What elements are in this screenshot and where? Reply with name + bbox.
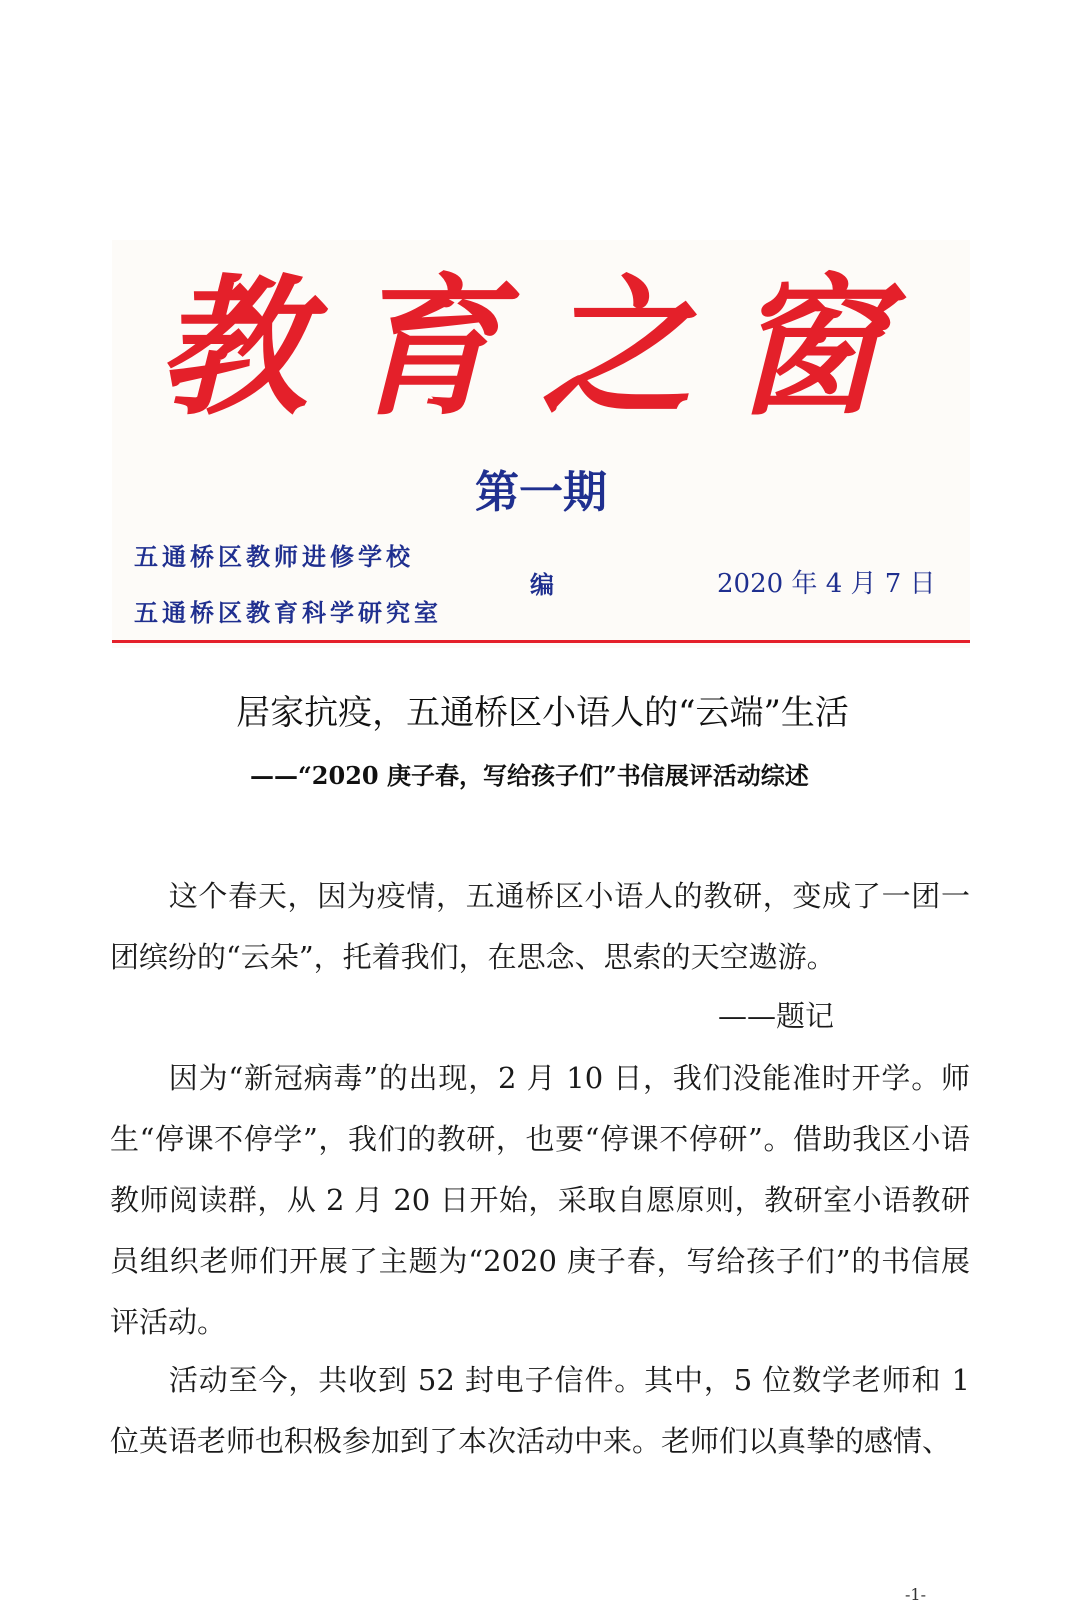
epigraph-sign: ——题记 (718, 999, 835, 1033)
issue-number: 第一期 (475, 467, 607, 518)
issue-date: 2020 年 4 月 7 日 (717, 569, 936, 599)
article-subtitle: ——“2020 庚子春，写给孩子们”书信展评活动综述 (250, 761, 809, 790)
organization-2: 五通桥区教育科学研究室 (134, 599, 442, 627)
epigraph (110, 866, 970, 988)
organization-1: 五通桥区教师进修学校 (134, 543, 414, 571)
paragraph-1-text: 因为“新冠病毒”的出现，2 月 10 日，我们没能准时开学。师生“停课不停学”，我们的教研，也要“停课不停研”。借助我区小语教师阅读群，从 2 月 20 日开始，采取自愿原则，教研室小语教研员组织老师们开展了主题为“2020 庚子春，写给孩子们”的书信展评活动。 (110, 1061, 970, 1339)
edited-by: 编 (530, 571, 554, 599)
page-number: -1- (905, 1585, 926, 1604)
paragraph-2 (110, 1350, 970, 1472)
masthead (112, 240, 970, 648)
paragraph-2-text: 活动至今，共收到 52 封电子信件。其中，5 位数学老师和 1 位英语老师也积极参加到了本次活动中来。老师们以真挚的感情、 (110, 1363, 970, 1458)
masthead-divider (112, 640, 970, 643)
masthead-title: 教育之窗 (156, 260, 925, 436)
article-title: 居家抗疫，五通桥区小语人的“云端”生活 (236, 693, 849, 733)
epigraph-text: 这个春天，因为疫情，五通桥区小语人的教研，变成了一团一团缤纷的“云朵”，托着我们，在思念、思索的天空遨游。 (110, 879, 970, 974)
paragraph-1 (110, 1048, 970, 1353)
